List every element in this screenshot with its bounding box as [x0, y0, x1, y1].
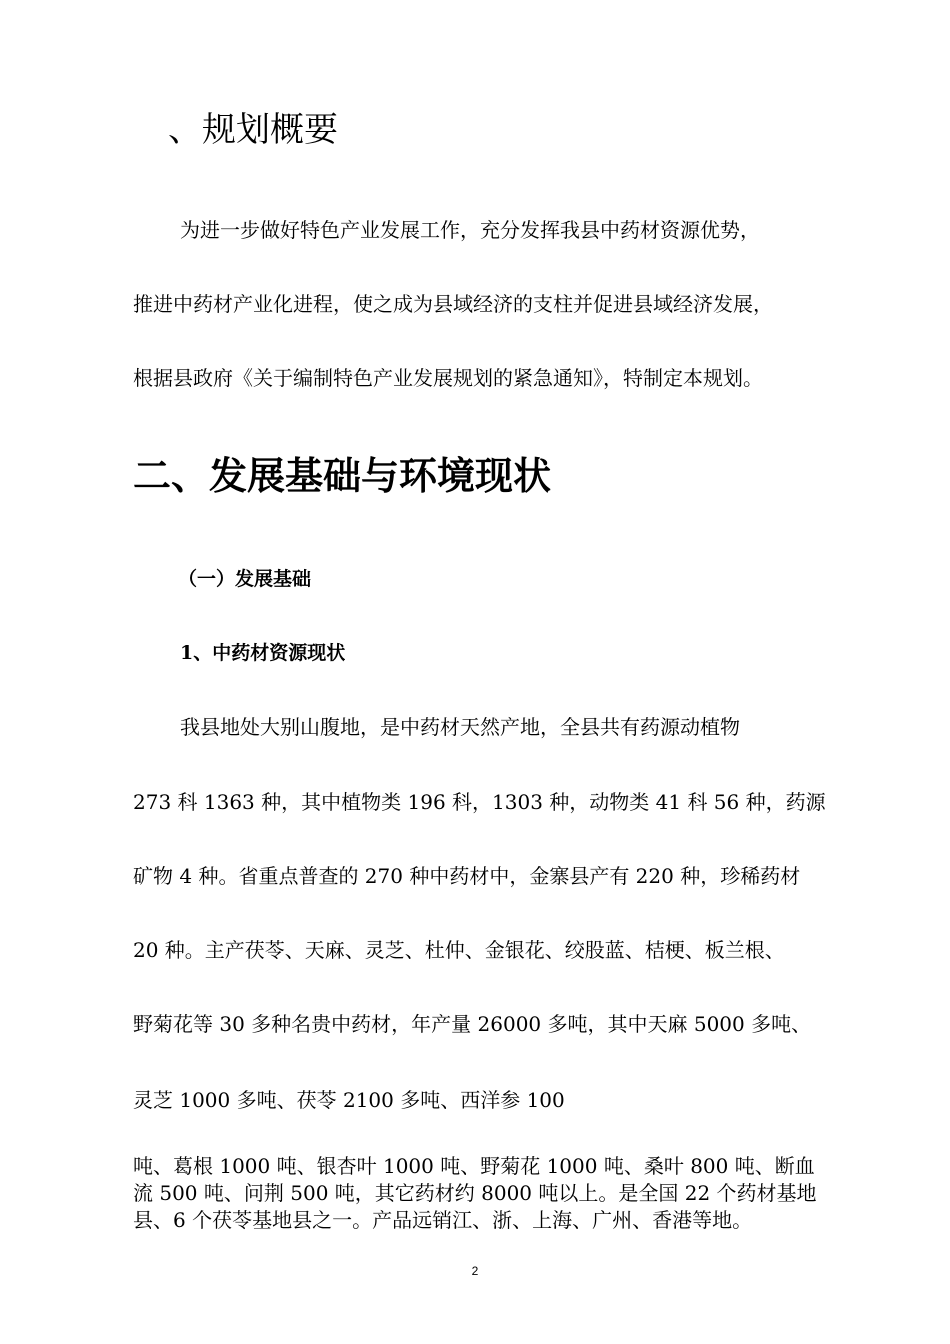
paragraph-line: 矿物 4 种。省重点普查的 270 种中药材中，金寨县产有 220 种，珍稀药材: [133, 864, 801, 888]
paragraph-line: 流 500 吨、问荆 500 吨，其它药材约 8000 吨以上。是全国 22 个药材基地: [133, 1181, 817, 1205]
paragraph-line: 县、6 个茯苓基地县之一。产品远销江、浙、上海、广州、香港等地。: [133, 1208, 753, 1232]
page-number: 2: [471, 1264, 479, 1278]
paragraph-line: 推进中药材产业化进程，使之成为县域经济的支柱并促进县域经济发展，: [133, 292, 773, 316]
section-heading-overview: 、规划概要: [168, 110, 338, 150]
paragraph-line: 吨、葛根 1000 吨、银杏叶 1000 吨、野菊花 1000 吨、桑叶 800 吨、断血: [133, 1154, 815, 1178]
paragraph-block: [133, 1153, 833, 1234]
paragraph-line: 野菊花等 30 多种名贵中药材，年产量 26000 多吨，其中天麻 5000 多吨、: [133, 1012, 812, 1036]
section-heading-foundation: 二、发展基础与环境现状: [133, 454, 552, 498]
paragraph-line: 20 种。主产茯苓、天麻、灵芝、杜仲、金银花、绞股蓝、桔梗、板兰根、: [133, 938, 785, 962]
paragraph-line: 根据县政府《关于编制特色产业发展规划的紧急通知》，特制定本规划。: [133, 366, 763, 390]
subsubsection-heading: 1、中药材资源现状: [180, 642, 346, 664]
paragraph-line: 灵芝 1000 多吨、茯苓 2100 多吨、西洋参 100: [133, 1088, 565, 1112]
paragraph-line: 273 科 1363 种，其中植物类 196 科，1303 种，动物类 41 科 56 种，药源: [133, 790, 826, 814]
paragraph-line: 为进一步做好特色产业发展工作，充分发挥我县中药材资源优势，: [180, 218, 760, 242]
paragraph-line: 我县地处大别山腹地，是中药材天然产地，全县共有药源动植物: [180, 715, 740, 739]
subsection-heading: （一）发展基础: [178, 568, 312, 590]
